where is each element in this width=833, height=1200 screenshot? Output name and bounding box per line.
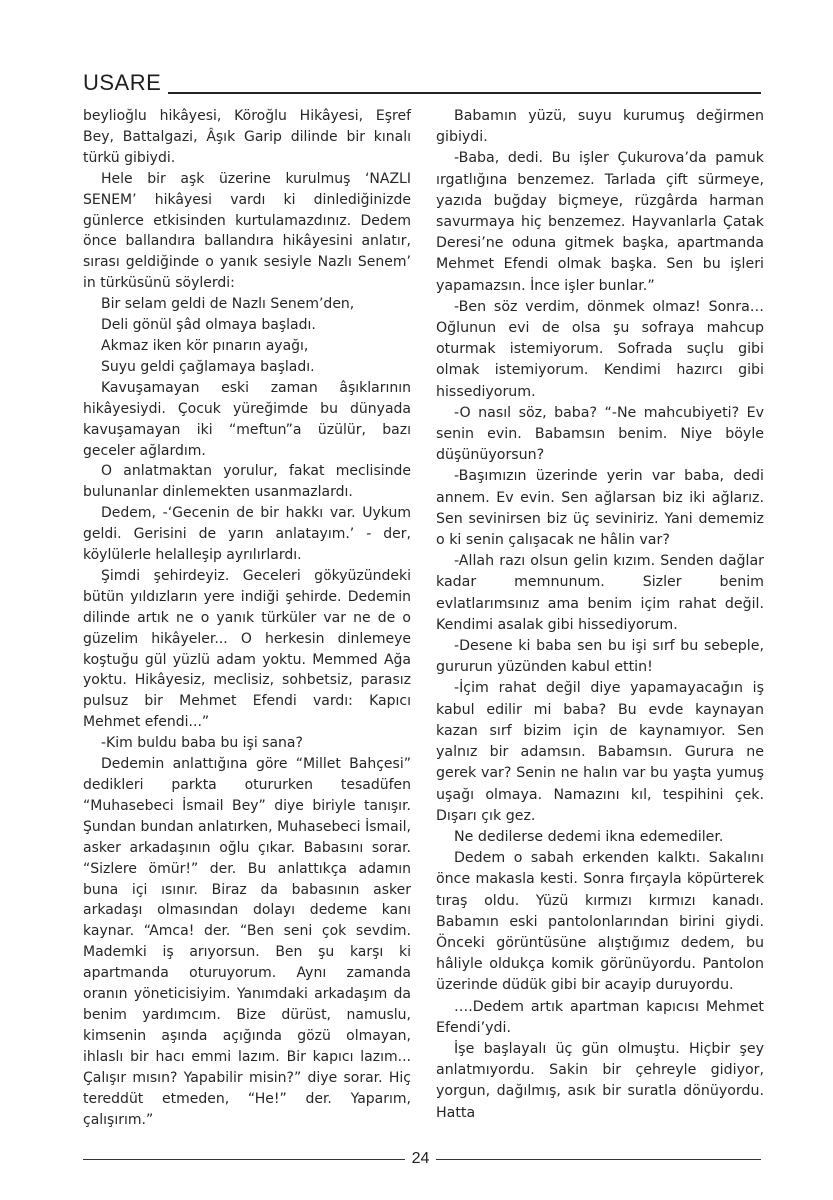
paragraph: beylioğlu hikâyesi, Köroğlu Hikâyesi, Eşref Bey, Battalgazi, Âşık Garip dilinde bir kınalı türkü gibiydi. xyxy=(83,108,411,166)
paragraph: -Kim buldu baba bu işi sana? xyxy=(101,735,303,752)
paragraph: ….Dedem artık apartman kapıcısı Mehmet Efendi’ydi. xyxy=(436,998,764,1036)
paragraph: Babamın yüzü, suyu kurumuş değirmen gibiydi. xyxy=(436,108,764,146)
paragraph: -Desene ki baba sen bu işi sırf bu sebeple, gururun yüzünden kabul ettin! xyxy=(436,638,764,676)
paragraph: -Ben söz verdim, dönmek olmaz! Sonra… Oğlunun evi de olsa şu sofraya mahcup oturmak istemiyorum. Sofrada suçlu gibi olmak istemiyorum. Kendimi hazırcı gibi hissediyorum. xyxy=(436,298,764,400)
paragraph: O anlatmaktan yorulur, fakat meclisinde bulunanlar dinlemekten usanmazlardı. xyxy=(83,463,411,501)
footer-rule-right xyxy=(436,1159,761,1160)
paragraph: Kavuşamayan eski zaman âşıklarının hikâyesiydi. Çocuk yüreğimde bu dünyada kavuşamayan iki “meftun”a üzülür, bazı geceler ağlardım. xyxy=(83,379,411,459)
paragraph: -Allah razı olsun gelin kızım. Senden dağlar kadar memnunum. Sizler benim evlatlarımsınız ama benim içim rahat değil. Kendimi asalak gibi hissediyorum. xyxy=(436,553,764,633)
paragraph: Dedem o sabah erkenden kalktı. Sakalını önce makasla kesti. Sonra fırçayla köpürterek tıraş oldu. Yüzü kırmızı kırmızı kanadı. Babamın eski pantolonlarından birini giydi. Önceki görüntüsüne alıştığımız dedem, bu hâliyle oldukça komik görünüyordu. Pantolon üzerinde düdük gibi bir acayip duruyordu. xyxy=(436,850,764,994)
verse-line: Bir selam geldi de Nazlı Senem’den, xyxy=(101,296,355,313)
verse-line: Deli gönül şâd olmaya başladı. xyxy=(101,317,316,334)
paragraph: -Başımızın üzerinde yerin var baba, dedi annem. Ev evin. Sen ağlarsan biz iki ağlarız. Sen sevinirsen biz üç seviniriz. Yani dememiz o ki senin çalışacak ne hâlin var? xyxy=(436,468,764,549)
verse-line: Akmaz iken kör pınarın ayağı, xyxy=(101,337,309,354)
footer-rule-left xyxy=(83,1159,405,1160)
paragraph: Şimdi şehirdeyiz. Geceleri gökyüzündeki bütün yıldızların yere indiği şehirde. Dedemin dilinde artık ne o yanık türküler var ne de o güzelim hikâyeler... O herkesin dinlemeye koştuğu gül yüzlü adam yoktu. Memmed Ağa yoktu. Hikâyesiz, meclisiz, sohbetsiz, parasız pulsuz bir Mehmet Efendi vardı: Kapıcı Mehmet efendi...” xyxy=(83,567,411,731)
paragraph: -İçim rahat değil diye yapamayacağın iş kabul edilir mi baba? Bu evde kaynayan kazan sırf bizim için de kaynamıyor. Sen yalnız bir adamsın. Babamsın. Gurura ne gerek var? Senin ne halın var bu yaşta yumuş uşağı olmaya. Namazını kıl, tespihini çek. Dışarı çık gez. xyxy=(436,680,764,824)
verse-line: Suyu geldi çağlamaya başladı. xyxy=(101,358,315,375)
paragraph: Dedem, -‘Gecenin de bir hakkı var. Uykum geldi. Gerisini de yarın anlatayım.’ - der, köylülerle helalleşip ayrılırlardı. xyxy=(83,505,411,564)
page-number: 24 xyxy=(411,1150,430,1167)
paragraph: İşe başlayalı üç gün olmuştu. Hiçbir şey anlatmıyordu. Sakin bir çehreyle gidiyor, yorgun, dağılmış, asık bir suratla dönüyordu. Hatta xyxy=(436,1040,764,1121)
paragraph: -O nasıl söz, baba? “-Ne mahcubiyeti? Ev senin evin. Babamsın benim. Niye böyle düşünüyorsun? xyxy=(436,404,764,464)
paragraph: Hele bir aşk üzerine kurulmuş ‘NAZLI SENEM’ hikâyesi vardı ki dinlediğinizde günlerce etkisinden kurtulamazdınız. Dedem önce ballandıra ballandıra hikâyesini anlatır, sırası geldiğinde o yanık sesiyle Nazlı Senem’ in türküsünü söylerdi: xyxy=(83,170,411,292)
right-column xyxy=(436,106,764,1124)
paragraph: -Baba, dedi. Bu işler Çukurova’da pamuk ırgatlığına benzemez. Tarlada çift sürmeye, yazıda buğday biçmeye, rüzgârda harman savurmaya hiç benzemez. Hayvanlarla Çatak Deresi’ne oduna gitmek başka, apartmanda Mehmet Efendi olmak başka. Sen bu işleri yapamazsın. İnce işler bunlar.” xyxy=(436,150,764,294)
paragraph: Ne dedilerse dedemi ikna edemediler. xyxy=(454,828,724,845)
header-title: USARE xyxy=(83,70,162,95)
paragraph: Dedemin anlattığına göre “Millet Bahçesi” dedikleri parkta otururken tesadüfen “Muhasebeci İsmail Bey” diye biriyle tanışır. Şundan bundan anlatırken, Muhasebeci İsmail, asker arkadaşının oğlu çıkar. Babasını sorar. “Sizlere ömür!” der. Bu anlattıkça adamın buna içi ısınır. Biraz da babasının asker arkadaşı olmasından dolayı dedeme kanı kaynar. “Amca! der. “Ben seni çok sevdim. Mademki iş arıyorsun. Ben şu karşı ki apartmanda oturuyorum. Aynı zamanda oranın yöneticisiyim. Yanımdaki arkadaşım da benim yardımcım. Bize dürüst, namuslu, kimsenin aşında açığında gözü olmayan, ihlaslı bir hacı emmi lazım. Bir kapıcı lazım... Çalışır mısın? Yapabilir misin?” diye sorar. Hiç tereddüt etmeden, “He!” der. Yaparım, çalışırım.” xyxy=(83,756,411,1128)
header-rule xyxy=(168,92,761,94)
left-column xyxy=(83,106,411,1130)
